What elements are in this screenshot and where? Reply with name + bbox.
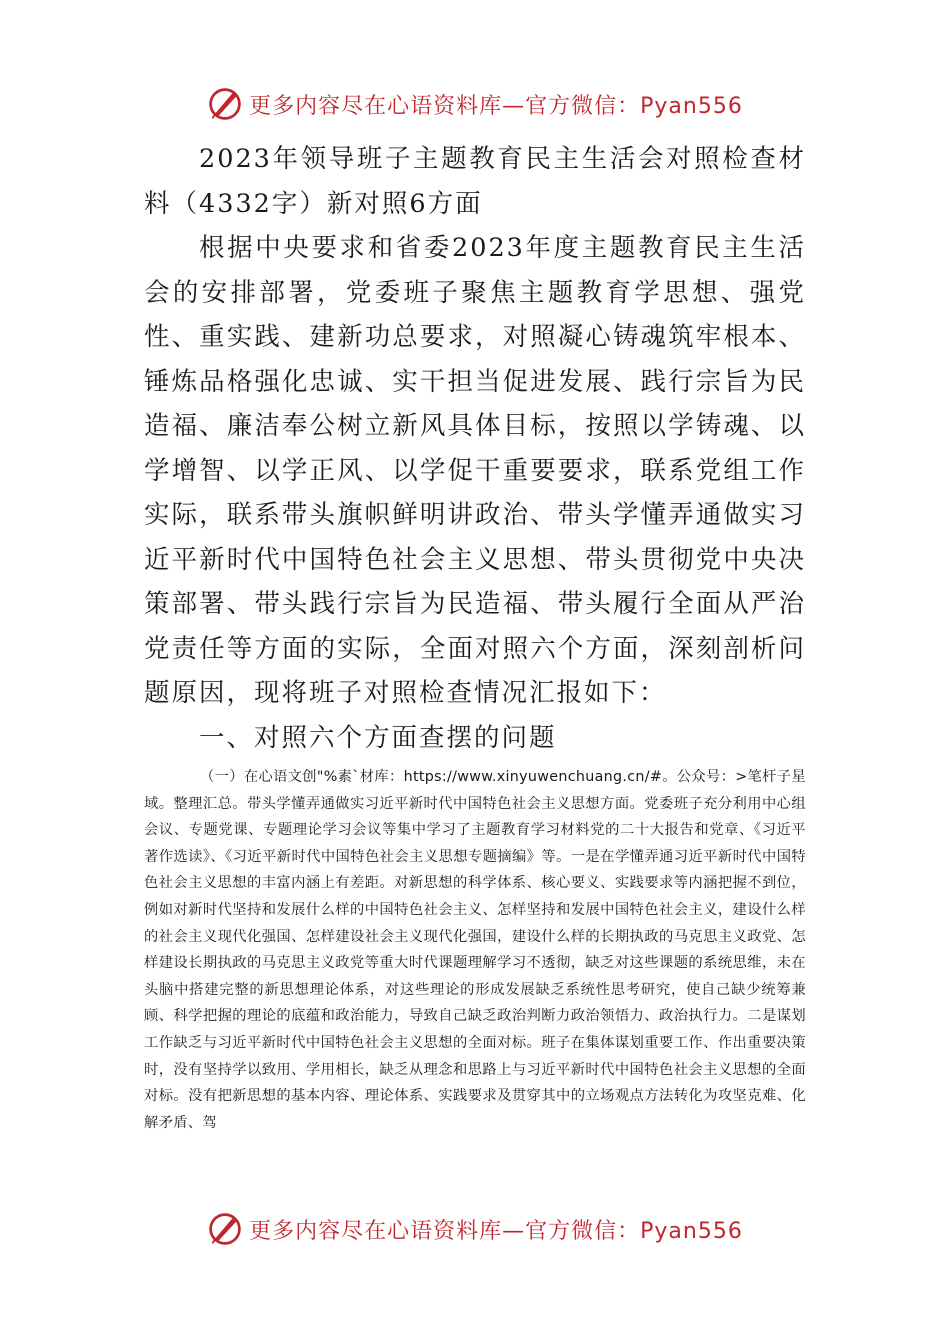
body-paragraph: （一）在心语文创"%素`材库：https://www.xinyuwenchuang.cn/#。公众号：>笔杆子星域。整理汇总。带头学懂弄通做实习近平新时代中国特色社会主义思想方面。党委班子充分利用中心组会议、专题党课、专题理论学习会议等集中学习了主题教育学习材料党的二十大报告和党章、《习近平著作选读》、《习近平新时代中国特色社会主义思想专题摘编》等。一是在学懂弄通习近平新时代中国特色社会主义思想的丰富内涵上有差距。对新思想的科学体系、核心要义、实践要求等内涵把握不到位，例如对新时代坚持和发展什么样的中国特色社会主义、怎样坚持和发展中国特色社会主义，建设什么样的社会主义现代化强国、怎样建设社会主义现代化强国，建设什么样的长期执政的马克思主义政党、怎样建设长期执政的马克思主义政党等重大时代课题理解学习不透彻，缺乏对这些课题的系统思维，未在头脑中搭建完整的新思想理论体系，对这些理论的形成发展缺乏系统性思考研究，使自己缺少统筹兼顾、科学把握的理论的底蕴和政治能力，导致自己缺乏政治判断力政治领悟力、政治执行力。二是谋划工作缺乏与习近平新时代中国特色社会主义思想的全面对标。班子在集体谋划重要工作、作出重要决策时，没有坚持学以致用、学用相长，缺乏从理念和思路上与习近平新时代中国特色社会主义思想的全面对标。没有把新思想的基本内容、理论体系、实践要求及贯穿其中的立场观点方法转化为攻坚克难、化解矛盾、驾	[144, 769, 806, 1131]
document-content	[144, 137, 806, 1136]
banner-text: 更多内容尽在心语资料库—官方微信：Pyan556	[249, 93, 743, 119]
quill-logo-icon	[207, 1211, 243, 1247]
quill-logo-icon	[207, 86, 243, 122]
banner-text: 更多内容尽在心语资料库—官方微信：Pyan556	[249, 1218, 743, 1244]
intro-paragraph: 根据中央要求和省委2023年度主题教育民主生活会的安排部署，党委班子聚焦主题教育学思想、强党性、重实践、建新功总要求，对照凝心铸魂筑牢根本、锤炼品格强化忠诚、实干担当促进发展、践行宗旨为民造福、廉洁奉公树立新风具体目标，按照以学铸魂、以学增智、以学正风、以学促干重要要求，联系党组工作实际，联系带头旗帜鲜明讲政治、带头学懂弄通做实习近平新时代中国特色社会主义思想、带头贯彻党中央决策部署、带头践行宗旨为民造福、带头履行全面从严治党责任等方面的实际，全面对照六个方面，深刻剖析问题原因，现将班子对照检查情况汇报如下：	[144, 233, 806, 708]
footer-banner	[0, 1207, 950, 1251]
header-banner	[0, 82, 950, 126]
document-title: 2023年领导班子主题教育民主生活会对照检查材料（4332字）新对照6方面	[144, 144, 806, 219]
section-heading: 一、对照六个方面查摆的问题	[199, 722, 557, 753]
